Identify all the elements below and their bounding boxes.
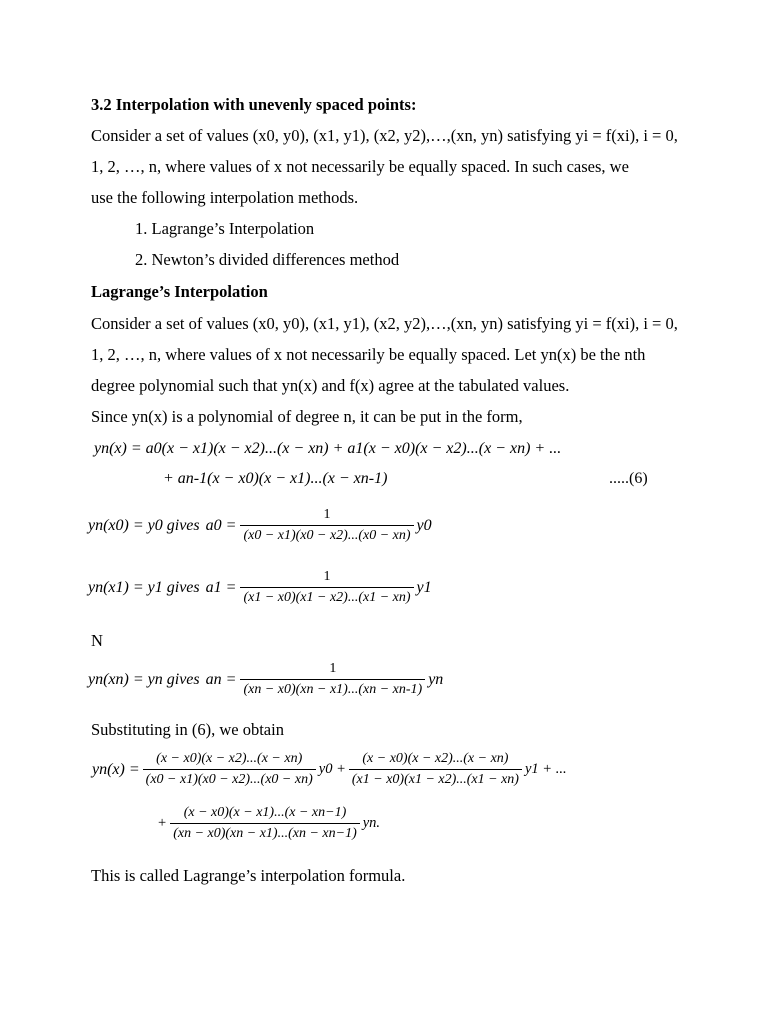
lagrange-heading: Lagrange’s Interpolation <box>91 282 268 301</box>
condition-a0-fraction <box>240 508 413 543</box>
condition-an-factor: yn <box>428 670 444 688</box>
condition-a1-numerator: 1 <box>323 569 331 584</box>
condition-a1 <box>88 570 432 605</box>
formula-term-1-numerator: (x − x0)(x − x2)...(x − xn) <box>156 751 303 766</box>
section-heading: 3.2 Interpolation with unevenly spaced points: <box>91 95 417 114</box>
formula-term-2 <box>349 752 522 787</box>
condition-an-denominator: (xn − x0)(xn − x1)...(xn − xn-1) <box>240 679 425 697</box>
formula-term-1-factor: y0 + <box>318 761 346 778</box>
condition-a0-numerator: 1 <box>323 507 331 522</box>
lagrange-formula-row-2 <box>158 806 380 841</box>
condition-a1-coef: a1 = <box>205 578 237 596</box>
lagrange-line-4: Since yn(x) is a polynomial of degree n, it can be put in the form, <box>91 407 523 426</box>
formula-term-3-numerator: (x − x0)(x − x1)...(x − xn−1) <box>183 805 347 820</box>
intro-line-2: 1, 2, …, n, where values of x not necessarily be equally spaced. In such cases, we <box>91 157 629 176</box>
condition-a0-factor: y0 <box>416 516 432 534</box>
method-item-2: 2. Newton’s divided differences method <box>135 250 400 269</box>
intro-line-1: Consider a set of values (x0, y0), (x1, y1), (x2, y2),…,(xn, yn) satisfying yi = f(xi), i = 0, <box>91 126 678 145</box>
formula-term-3 <box>170 806 360 841</box>
lagrange-line-1: Consider a set of values (x0, y0), (x1, y1), (x2, y2),…,(xn, yn) satisfying yi = f(xi), i = 0, <box>91 314 678 333</box>
lagrange-line-2: 1, 2, …, n, where values of x not necessarily be equally spaced. Let yn(x) be the nth <box>91 345 646 364</box>
substituting-text: Substituting in (6), we obtain <box>91 720 284 739</box>
intro-line-3: use the following interpolation methods. <box>91 188 359 207</box>
formula-term-2-factor: y1 + ... <box>524 761 567 778</box>
formula-term-1 <box>143 752 316 787</box>
conclusion-text: This is called Lagrange’s interpolation formula. <box>91 866 406 885</box>
condition-a1-fraction <box>240 570 413 605</box>
condition-an-lhs: yn(xn) = yn gives <box>88 670 200 688</box>
condition-a0-coef: a0 = <box>205 516 237 534</box>
poly-form-line-2: + an-1(x − x0)(x − x1)...(x − xn-1) <box>163 470 388 487</box>
formula-lhs: yn(x) = <box>92 760 140 778</box>
condition-a1-lhs: yn(x1) = y1 gives <box>88 578 200 596</box>
formula-term-3-prefix: + <box>158 815 167 832</box>
condition-a0-lhs: yn(x0) = y0 gives <box>88 516 200 534</box>
condition-a0-denominator: (x0 − x1)(x0 − x2)...(x0 − xn) <box>240 525 413 543</box>
lagrange-line-3: degree polynomial such that yn(x) and f(x) agree at the tabulated values. <box>91 376 570 395</box>
formula-term-3-factor: yn. <box>362 815 381 832</box>
method-item-1: 1. Lagrange’s Interpolation <box>135 219 315 238</box>
equation-number: .....(6) <box>609 470 648 487</box>
condition-a1-denominator: (x1 − x0)(x1 − x2)...(x1 − xn) <box>240 587 413 605</box>
condition-an-fraction <box>240 662 425 697</box>
condition-an-coef: an = <box>205 670 237 688</box>
truncated-glyph: N <box>91 631 103 650</box>
poly-form-line-1: yn(x) = a0(x − x1)(x − x2)...(x − xn) + a1(x − x0)(x − x2)...(x − xn) + ... <box>94 440 562 457</box>
condition-an-numerator: 1 <box>329 661 337 676</box>
formula-term-2-denominator: (x1 − x0)(x1 − x2)...(x1 − xn) <box>349 769 522 787</box>
condition-a0 <box>88 508 432 543</box>
formula-term-3-denominator: (xn − x0)(xn − x1)...(xn − xn−1) <box>170 823 360 841</box>
condition-an <box>88 662 443 697</box>
formula-term-1-denominator: (x0 − x1)(x0 − x2)...(x0 − xn) <box>143 769 316 787</box>
condition-a1-factor: y1 <box>416 578 432 596</box>
formula-term-2-numerator: (x − x0)(x − x2)...(x − xn) <box>362 751 509 766</box>
lagrange-formula-row-1 <box>92 752 567 787</box>
